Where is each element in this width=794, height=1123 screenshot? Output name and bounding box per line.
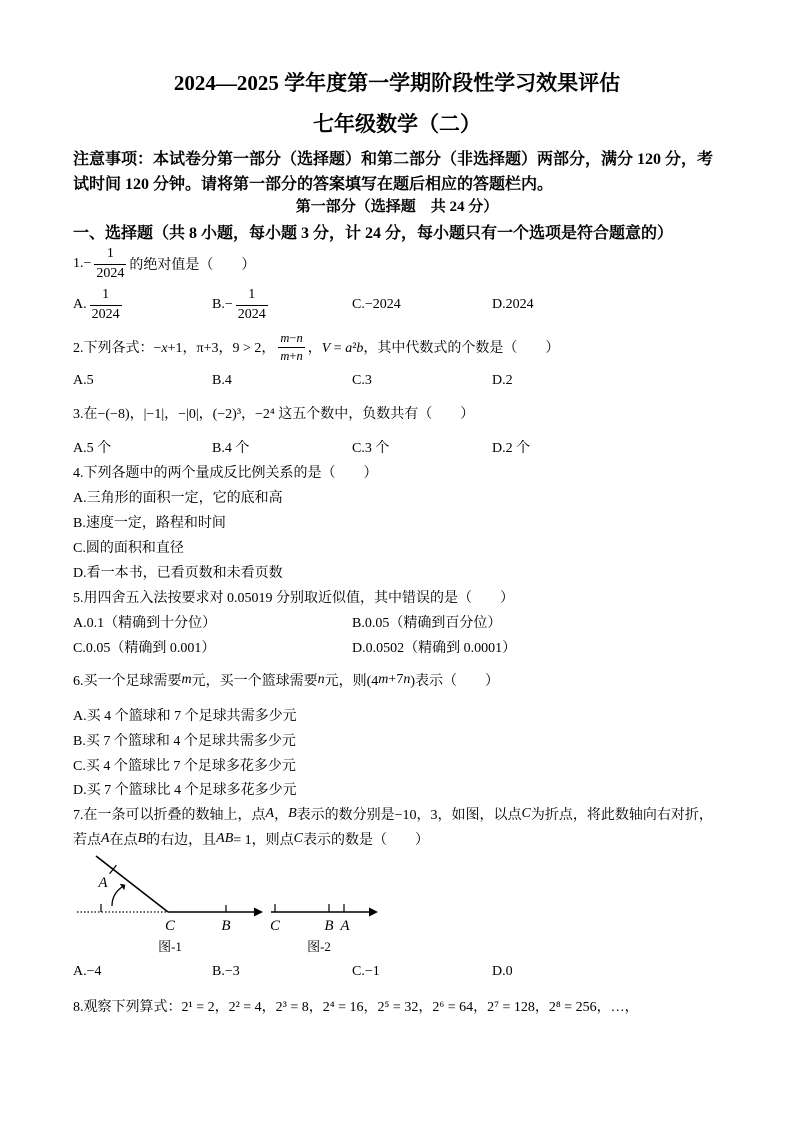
label-c: C	[269, 918, 281, 934]
question-7-line-1: 7.在一条可以折叠的数轴上，点 A ， B 表示的数分别是−10，3，如图，以点 C 为折点，将此数轴向右对折，	[73, 806, 713, 823]
option-fraction	[90, 287, 122, 322]
label-c: C	[164, 918, 176, 934]
option-label: A.	[73, 297, 87, 312]
option-c: C.−2024	[352, 297, 401, 312]
question-7-line-2: 若点 A 在点 B 的右边，且 A B = 1，则点 C 表示的数是（ ）	[73, 831, 429, 848]
option-c: C.−1	[352, 964, 380, 979]
question-3-options	[73, 435, 733, 459]
option-c: C.买 4 个篮球比 7 个足球多花多少元	[73, 759, 296, 774]
option-c: C.3 个	[352, 441, 390, 456]
notice-line-2: 试时间 120 分钟。请将第一部分的答案填写在题后相应的答题栏内。	[73, 175, 554, 193]
option-d: D.买 7 个篮球比 4 个足球多花多少元	[73, 783, 297, 798]
question-4: 4.下列各题中的两个量成反比例关系的是（ ）	[73, 466, 378, 481]
option-b: B.4 个	[212, 441, 250, 456]
option-b: B.速度一定，路程和时间	[73, 516, 226, 531]
option-a	[73, 285, 125, 325]
option-c: C.圆的面积和直径	[73, 541, 184, 556]
folding-number-line-figure	[70, 850, 390, 958]
section-heading: 一、选择题（共 8 小题，每小题 3 分，计 24 分，每小题只有一个选项是符合题意的）	[73, 224, 674, 242]
question-2-expressions: −x+1，π+3，9 > 2，	[153, 341, 276, 356]
option-a: A.−4	[73, 964, 102, 979]
option-d: D.0.0502（精确到 0.0001）	[352, 641, 517, 656]
question-2-options	[73, 369, 733, 393]
option-label: B.−	[212, 297, 233, 312]
option-b	[212, 285, 271, 325]
fraction-denominator: 2024	[96, 265, 125, 281]
question-2-lead: 2.下列各式：	[73, 341, 154, 356]
option-a: A.5	[73, 373, 94, 388]
question-5-options-row-2	[73, 635, 733, 659]
question-2	[73, 327, 559, 367]
question-2-fraction	[278, 331, 304, 363]
option-fraction	[236, 287, 268, 322]
option-b: B.0.05（精确到百分位）	[352, 616, 502, 631]
notice-line-1: 注意事项：本试卷分第一部分（选择题）和第二部分（非选择题）两部分，满分 120 分，考	[73, 150, 714, 168]
figure-1	[77, 856, 263, 954]
option-b: B.4	[212, 373, 232, 388]
label-b: B	[324, 918, 334, 934]
question-1-tail: 的绝对值是（ ）	[129, 258, 256, 273]
fraction-numerator: 1	[236, 287, 268, 305]
fraction-denominator: m+n	[280, 348, 303, 363]
question-1	[73, 244, 255, 284]
question-5-options-row-1	[73, 610, 733, 634]
figure-2-caption: 图-2	[307, 939, 331, 954]
option-a: A.0.1（精确到十分位）	[73, 616, 217, 631]
option-c: C.0.05（精确到 0.001）	[73, 641, 216, 656]
option-a: A.5 个	[73, 441, 112, 456]
label-b: B	[221, 918, 231, 934]
figure-2	[270, 904, 378, 954]
option-a: A.三角形的面积一定，它的底和高	[73, 491, 283, 506]
option-c: C.3	[352, 373, 372, 388]
fraction-denominator: 2024	[91, 306, 120, 322]
question-2-tail: ，V = a²b，其中代数式的个数是（ ）	[307, 341, 560, 356]
axis-arrowhead	[369, 908, 378, 917]
fraction-numerator: 1	[94, 246, 126, 264]
option-d: D.2024	[492, 297, 534, 312]
option-b: B.买 7 个篮球和 4 个足球共需多少元	[73, 734, 296, 749]
option-d: D.2 个	[492, 441, 531, 456]
question-8: 8.观察下列算式：2¹ = 2，2² = 4，2³ = 8，2⁴ = 16，2⁵ = 32，2⁶ = 64，2⁷ = 128，2⁸ = 256，…，	[73, 1000, 639, 1015]
part-one-title: 第一部分（选择题 共 24 分）	[295, 199, 499, 215]
fraction-numerator: m−n	[278, 331, 304, 347]
fold-arrow	[112, 887, 122, 906]
question-7-options	[73, 960, 733, 984]
axis-arrowhead	[254, 908, 263, 917]
exam-title: 2024—2025 学年度第一学期阶段性学习效果评估	[173, 71, 621, 95]
question-1-options	[73, 285, 733, 325]
label-a: A	[340, 918, 350, 934]
question-5: 5.用四舍五入法按要求对 0.05019 分别取近似值，其中错误的是（ ）	[73, 591, 514, 606]
question-6: 6.买一个足球需要 m 元，买一个篮球需要 n 元，则(4 m +7 n )表示（ ）	[73, 672, 499, 689]
option-b: B.−3	[212, 964, 240, 979]
exam-subtitle: 七年级数学（二）	[313, 112, 481, 136]
fraction-numerator: 1	[90, 287, 122, 305]
option-d: D.2	[492, 373, 513, 388]
option-d: D.0	[492, 964, 513, 979]
option-d: D.看一本书，已看页数和未看页数	[73, 566, 283, 581]
question-3: 3.在−(−8)，|−1|，−|0|，(−2)³，−2⁴ 这五个数中，负数共有（ ）	[73, 407, 475, 422]
option-a: A.买 4 个篮球和 7 个足球共需多少元	[73, 709, 297, 724]
figure-1-caption: 图-1	[158, 939, 182, 954]
fold-arrowhead	[120, 884, 126, 891]
fraction-denominator: 2024	[237, 306, 266, 322]
question-1-fraction	[94, 246, 126, 281]
question-1-lead: 1.−	[73, 256, 92, 271]
label-a: A	[98, 875, 108, 891]
